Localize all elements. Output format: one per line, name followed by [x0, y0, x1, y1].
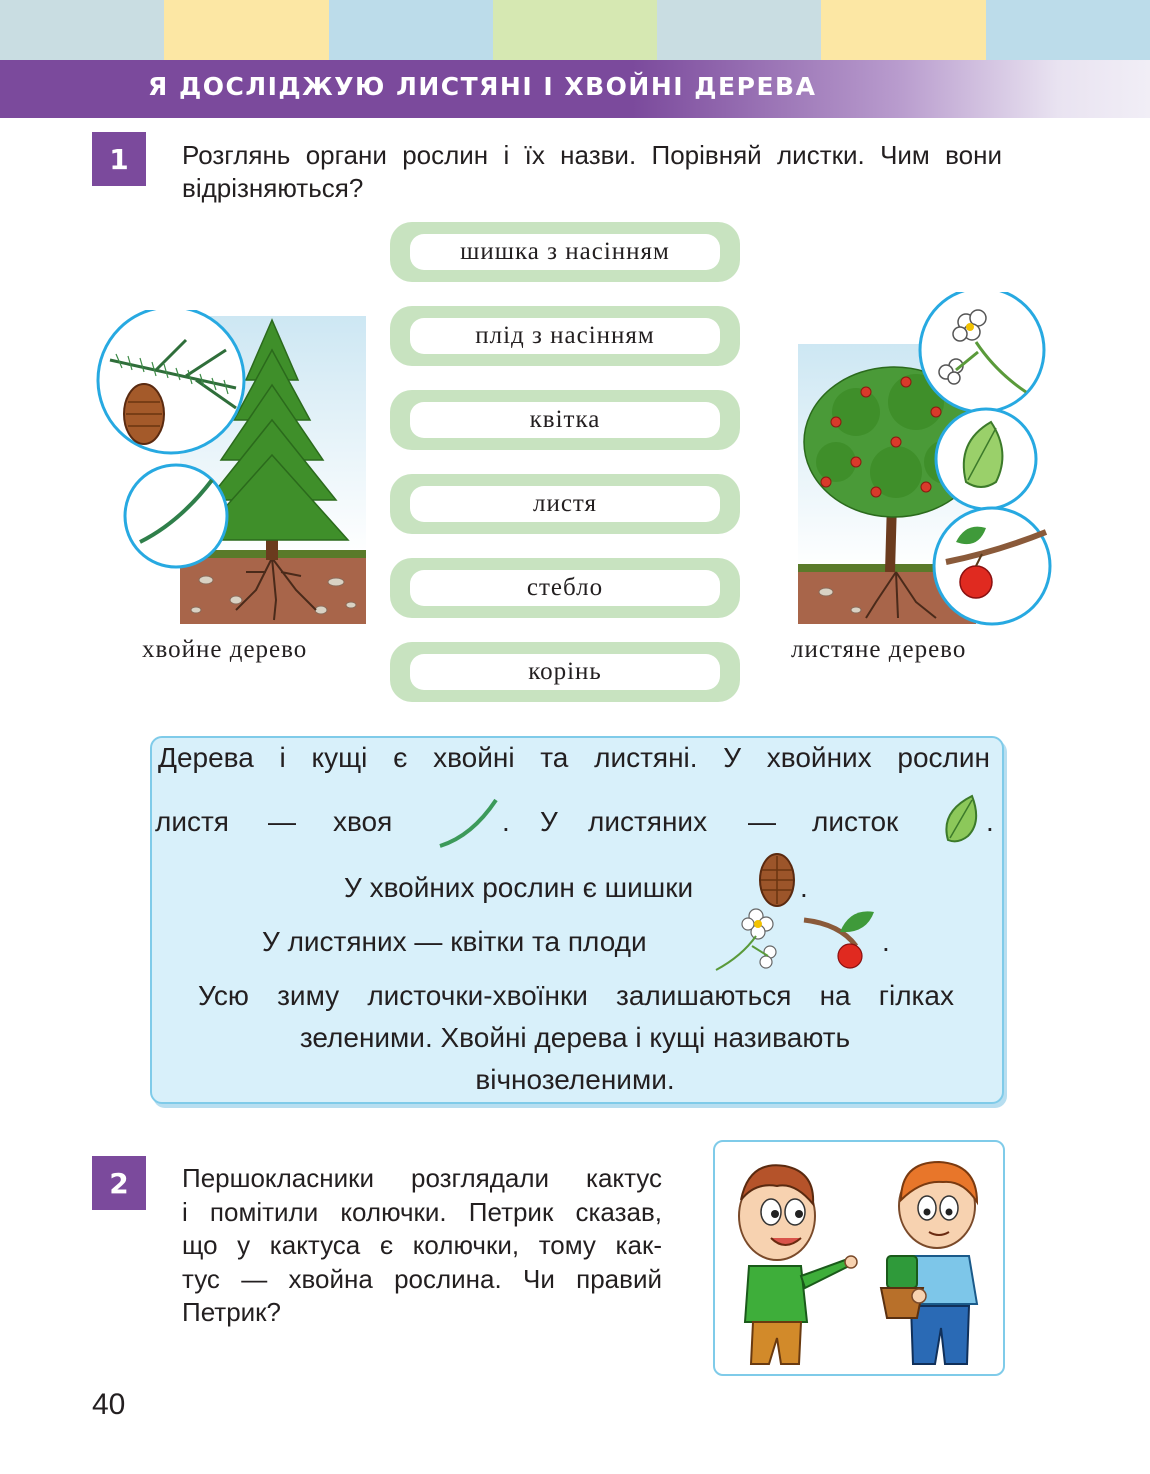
stripe: [986, 0, 1150, 60]
task2-line: що у кактуса є колючки, тому как-: [182, 1230, 662, 1260]
task-number-1: 1: [92, 132, 146, 186]
pine-needle-icon: [436, 796, 500, 850]
info-word: листя: [155, 806, 229, 837]
task2-line: і помітили колючки. Петрик сказав,: [182, 1196, 662, 1227]
title-band: [0, 60, 1150, 118]
conifer-tree-caption: хвойне дерево: [142, 636, 308, 663]
apple-branch-icon: [800, 906, 880, 972]
label-text[interactable]: шишка з насінням: [410, 234, 720, 270]
page-number: 40: [92, 1388, 126, 1421]
info-line-3: У хвойних рослин є шишки: [344, 872, 694, 903]
stripe: [821, 0, 985, 60]
label-pill: [390, 222, 740, 282]
info-word: .: [502, 806, 510, 837]
task-number-2: 2: [92, 1156, 146, 1210]
spruce-tree-illustration: [96, 310, 368, 626]
cone-icon: [756, 848, 798, 908]
label-pill: [390, 558, 740, 618]
info-word: —: [748, 806, 776, 837]
label-text[interactable]: листя: [410, 486, 720, 522]
info-word: .: [882, 926, 890, 957]
stripe: [657, 0, 821, 60]
leaf-icon: [942, 792, 982, 844]
flower-icon: [712, 906, 784, 974]
info-line-6: зеленими. Хвойні дерева і кущі називають: [299, 1022, 851, 1053]
task1-text: Розглянь органи рослин і їх назви. Порівняй листки. Чим вони відрізняються?: [182, 140, 1002, 203]
stripe: [493, 0, 657, 60]
task2-line: тус — хвойна рослина. Чи правий: [182, 1263, 662, 1294]
apple-tree-illustration: [796, 292, 1056, 626]
info-line-5: Усю зиму листочки-хвоїнки залишаються на гілках: [198, 980, 954, 1011]
task2-text: [182, 1162, 662, 1330]
boys-cactus-illustration: [713, 1140, 1005, 1376]
label-text[interactable]: квітка: [410, 402, 720, 438]
label-pill: [390, 390, 740, 450]
stripe: [329, 0, 493, 60]
deciduous-tree-caption: листяне дерево: [791, 636, 967, 663]
label-pill: [390, 306, 740, 366]
task2-line: Петрик?: [182, 1297, 282, 1327]
info-line-7: вічнозеленими.: [475, 1064, 675, 1095]
label-pill: [390, 642, 740, 702]
label-text[interactable]: корінь: [410, 654, 720, 690]
stripe: [164, 0, 328, 60]
page-title: Я ДОСЛІДЖУЮ ЛИСТЯНІ І ХВОЙНІ ДЕРЕВА: [148, 72, 817, 101]
label-pill: [390, 474, 740, 534]
info-word: .: [986, 806, 994, 837]
info-line-4: У листяних — квітки та плоди: [262, 926, 647, 957]
label-text[interactable]: плід з насінням: [410, 318, 720, 354]
top-color-stripes: [0, 0, 1150, 60]
info-word: .: [800, 872, 808, 903]
info-word: —: [268, 806, 296, 837]
stripe: [0, 0, 164, 60]
info-word: листок: [812, 806, 899, 837]
info-word: листяних: [588, 806, 708, 837]
task2-line: Першокласники розглядали кактус: [182, 1163, 662, 1193]
label-text[interactable]: стебло: [410, 570, 720, 606]
info-line-1: Дерева і кущі є хвойні та листяні. У хвойних рослин: [158, 742, 990, 773]
info-word: хвоя: [333, 806, 393, 837]
info-word: У: [540, 806, 558, 837]
